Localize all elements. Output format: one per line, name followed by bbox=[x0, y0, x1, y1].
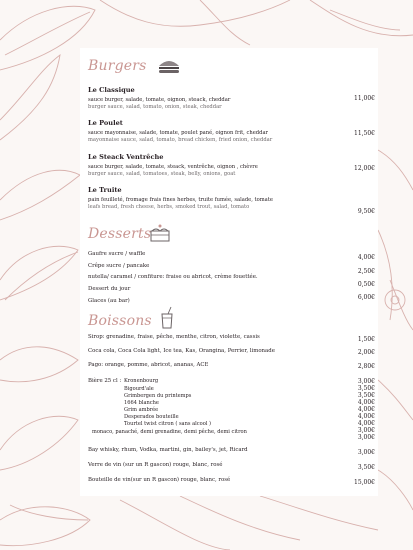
drink-item: Coca cola, Coca Cola light, Ice tea, Kas, Orangina, Perrier, limonade bbox=[88, 348, 275, 354]
beer-label: Bière 25 cl : bbox=[88, 378, 122, 384]
dessert-item: Glaces (au bar) bbox=[88, 298, 130, 304]
item-desc-en: leafs bread, fresh cheese, herbs, smoked trout, salad, tomato bbox=[88, 204, 250, 210]
item-price: 4,00€ bbox=[357, 254, 375, 261]
item-desc-fr: sauce burger, salade, tomate, oignon, steack, cheddar bbox=[88, 96, 231, 103]
burger-item bbox=[88, 187, 308, 212]
item-price: 6,00€ bbox=[357, 294, 375, 301]
item-price: 1,50€ bbox=[357, 336, 375, 343]
burger-item bbox=[88, 120, 308, 145]
dessert-item: nutella/ caramel / confiture: fraise ou abricot, crème fouettée. bbox=[88, 274, 258, 280]
item-name: Le Steack Ventrêche bbox=[88, 153, 164, 161]
drink-item: Bay whisky, rhum, Vodka, martini, gin, bailey's, jet, Ricard bbox=[88, 447, 248, 453]
item-desc-en: burger sauce, salad, tomato, onion, steak, cheddar bbox=[88, 104, 222, 110]
item-price: 2,00€ bbox=[357, 349, 375, 356]
item-price: 2,50€ bbox=[357, 268, 375, 275]
item-desc-en: mayonnaise sauce, salad, tomato, bread chicken, fried onion, cheddar bbox=[88, 137, 273, 143]
beer-item: Kronenbourg bbox=[124, 378, 159, 384]
item-price: 3,00€ bbox=[357, 378, 375, 385]
item-desc-en: burger sauce, salad, tomatoes, steak, belly, onions, goat bbox=[88, 171, 236, 177]
dessert-item: Crêpe sucre / pancake bbox=[88, 263, 150, 269]
item-price: 11,00€ bbox=[354, 95, 375, 102]
cake-icon bbox=[148, 222, 172, 244]
beer-extra: monaco, panaché, demi grenadine, demi pêche, demi citron bbox=[92, 429, 247, 435]
item-price: 3,50€ bbox=[357, 385, 375, 392]
dessert-item: Dessert du jour bbox=[88, 286, 131, 292]
burger-item bbox=[88, 87, 308, 112]
item-price: 9,50€ bbox=[357, 208, 375, 215]
beer-item: Grim ambrée bbox=[124, 407, 159, 413]
desserts-title: Desserts bbox=[88, 226, 152, 242]
item-name: Le Poulet bbox=[88, 119, 123, 127]
beer-item: Grimbergen du printemps bbox=[124, 393, 192, 399]
item-price: 4,00€ bbox=[357, 399, 375, 406]
item-price: 2,80€ bbox=[357, 363, 375, 370]
item-name: Le Classique bbox=[88, 86, 135, 94]
boissons-title: Boissons bbox=[88, 313, 152, 329]
item-desc-fr: sauce burger, salade, tomate, steack, ventrêche, oignon , chèvre bbox=[88, 163, 258, 170]
drink-item: Verre de vin (sur un R gascon) rouge, blanc, rosé bbox=[88, 462, 223, 468]
item-price: 3,00€ bbox=[357, 427, 375, 434]
beer-item: Bigourd'ale bbox=[124, 386, 154, 392]
drink-icon bbox=[156, 306, 178, 330]
beer-item: 1664 blanche bbox=[124, 400, 159, 406]
item-price: 11,50€ bbox=[354, 130, 375, 137]
burgers-title: Burgers bbox=[88, 58, 147, 74]
dessert-item: Gaufre sucre / waffle bbox=[88, 251, 146, 257]
item-price: 0,50€ bbox=[357, 281, 375, 288]
item-price: 3,00€ bbox=[357, 434, 375, 441]
drink-item: Pago: orange, pomme, abricot, ananas, ACE bbox=[88, 362, 209, 368]
item-price: 3,00€ bbox=[357, 449, 375, 456]
item-price: 12,00€ bbox=[354, 165, 375, 172]
beer-item: Tourtel twist citron ( sans alcool ) bbox=[124, 421, 211, 427]
item-price: 4,00€ bbox=[357, 406, 375, 413]
item-price: 3,50€ bbox=[357, 392, 375, 399]
item-name: Le Truite bbox=[88, 186, 122, 194]
burger-item bbox=[88, 154, 308, 179]
item-price: 15,00€ bbox=[354, 479, 375, 486]
burger-icon bbox=[157, 58, 181, 76]
item-price: 4,00€ bbox=[357, 413, 375, 420]
item-price: 3,50€ bbox=[357, 464, 375, 471]
drink-item: Bouteille de vin(sur un R gascon) rouge, blanc, rosé bbox=[88, 477, 231, 483]
drink-item: Sirop: grenadine, fraise, pêche, menthe, citron, violette, cassis bbox=[88, 334, 260, 340]
item-price: 4,00€ bbox=[357, 420, 375, 427]
item-desc-fr: sauce mayonnaise, salade, tomate, poulet pané, oignon frit, cheddar bbox=[88, 129, 269, 136]
beer-item: Desperados bouteille bbox=[124, 414, 179, 420]
item-desc-fr: pain feuilleté, fromage frais fines herbes, truite fumée, salade, tomate bbox=[88, 196, 273, 203]
